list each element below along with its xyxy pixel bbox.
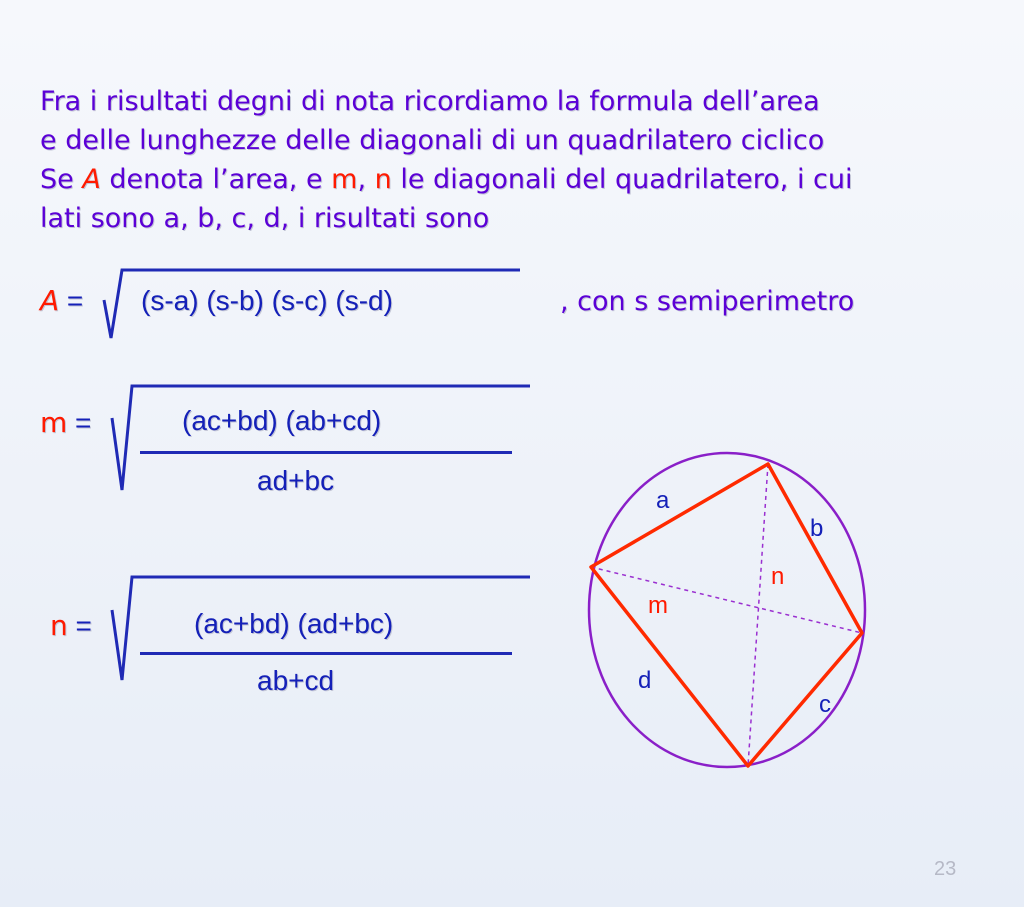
quadrilateral-sides — [591, 464, 862, 766]
intro-line-4: lati sono a, b, c, d, i risultati sono — [40, 203, 490, 234]
intro-var-n: n — [374, 164, 392, 195]
formula-A-var: A — [40, 284, 60, 317]
formula-A-radicand: (s-a) (s-b) (s-c) (s-d) — [141, 285, 393, 316]
side-label-d: d — [638, 667, 652, 694]
side-label-a: a — [656, 487, 670, 514]
formula-m-equals: = — [67, 407, 92, 438]
page-number: 23 — [934, 858, 957, 880]
intro-line-1: Fra i risultati degni di nota ricordiamo la formula dell’area — [40, 86, 820, 117]
formula-m-var: m — [40, 406, 68, 439]
formula-n-numerator: (ac+bd) (ad+bc) — [194, 608, 394, 639]
formula-m-numerator: (ac+bd) (ab+cd) — [182, 405, 382, 436]
diagonal-m — [591, 567, 862, 633]
intro-line-3-comma: , — [357, 164, 375, 195]
formula-n-var: n — [50, 609, 68, 642]
formula-n-denominator: ab+cd — [257, 665, 335, 696]
formula-A-note: , con s semiperimetro — [560, 286, 855, 317]
circumcircle — [589, 453, 865, 767]
formula-n-equals: = — [67, 610, 92, 641]
intro-line-3-mid: denota l’area, e — [100, 164, 332, 195]
intro-line-2: e delle lunghezze delle diagonali di un quadrilatero ciclico — [40, 125, 825, 156]
intro-line-3-pre: Se — [40, 164, 83, 195]
side-label-b: b — [810, 515, 824, 542]
diagonal-label-n: n — [771, 563, 785, 590]
diagonal-label-m: m — [648, 592, 668, 619]
intro-var-A: A — [82, 164, 101, 195]
side-label-c: c — [819, 691, 831, 718]
intro-line-3-post: le diagonali del quadrilatero, i cui — [391, 164, 853, 195]
intro-var-m: m — [331, 164, 358, 195]
formula-A-equals: = — [59, 285, 84, 316]
formula-m-denominator: ad+bc — [257, 465, 335, 496]
diagonal-n — [748, 464, 768, 766]
